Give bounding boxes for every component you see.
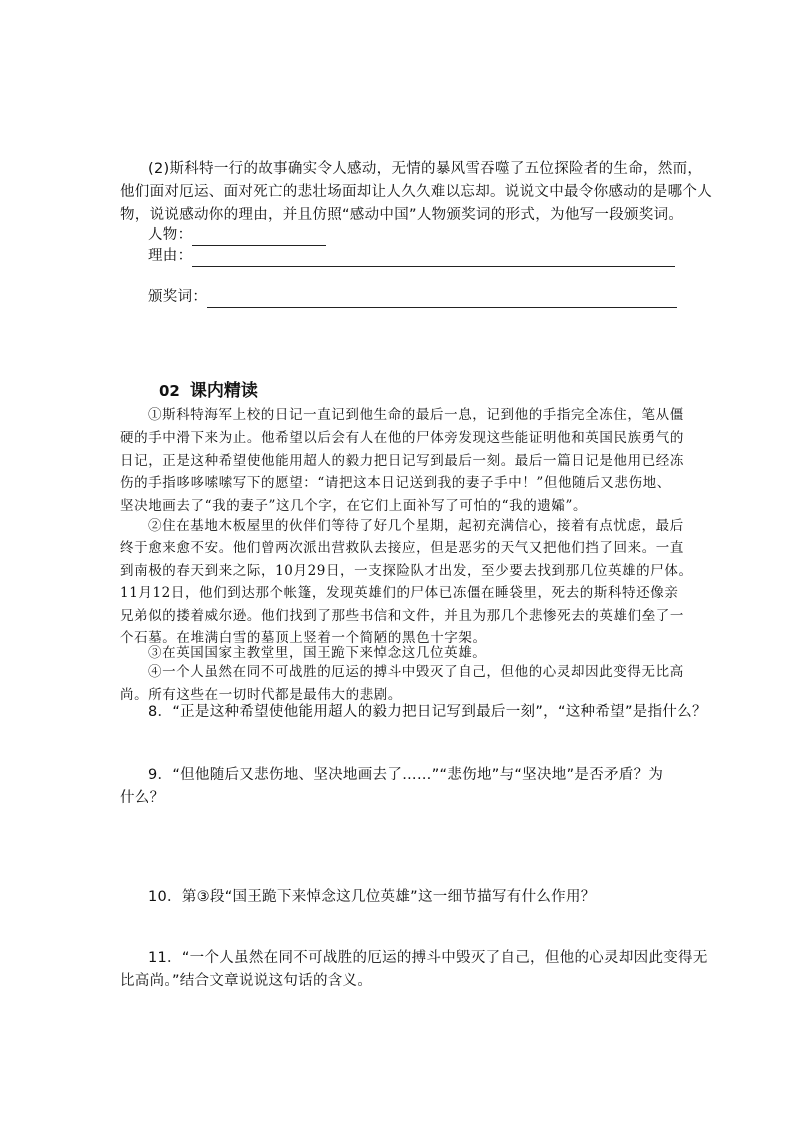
person-label: 人物： [148,227,193,243]
question-2-line-2: 他们面对厄运、面对死亡的悲壮场面却让人久久难以忘却。说说文中最令你感动的是哪个人 [120,184,712,200]
passage-line: 兄弟似的搂着威尔逊。他们找到了那些书信和文件，并且为那几个悲惨死去的英雄们垒了一 [120,607,684,624]
section-heading [159,376,258,401]
passage-line: 伤的手指哆哆嗦嗦写下的愿望：“请把这本日记送到我的妻子手中！”但他随后又悲伤地、 [120,475,671,491]
passage-line: ①斯科特海军上校的日记一直记到他生命的最后一息，记到他的手指完全冻住，笔从僵 [148,407,684,423]
question-2-line-3: 物，说说感动你的理由，并且仿照“感动中国”人物颁奖词的形式，为他写一段颁奖词。 [120,207,684,223]
question-2-line-1: (2)斯科特一行的故事确实令人感动，无情的暴风雪吞噬了五位探险者的生命，然而， [148,161,703,177]
passage-paragraph-4-cont [120,683,402,703]
question-9-line-2: 什么？ [120,790,165,806]
reason-label: 理由： [148,248,193,264]
question-9-line-1: 9．“但他随后又悲伤地、坚决地画去了……”“悲伤地”与“坚决地”是否矛盾？为 [148,767,664,783]
person-answer-row [148,224,326,246]
question-11-line-2: 比高尚。”结合文章说说这句话的含义。 [120,973,373,989]
passage-paragraph-2-cont [120,537,693,650]
award-label: 颁奖词： [148,289,208,305]
section-number: 02 [159,382,180,400]
passage-line: 终于愈来愈不安。他们曾两次派出营救队去接应，但是恶劣的天气又把他们挡了回来。一直 [120,540,684,556]
passage-line: 日记，正是这种希望使他能用超人的毅力把日记写到最后一刻。最后一篇日记是他用已经冻 [120,452,684,469]
award-answer-blank[interactable] [207,291,677,308]
passage-line: ④一个人虽然在同不可战胜的厄运的搏斗中毁灭了自己，但他的心灵却因此变得无比高 [148,664,684,680]
passage-paragraph-1 [148,404,684,427]
question-10: 10．第③段“国王跪下来悼念这几位英雄”这一细节描写有什么作用？ [148,889,596,905]
passage-paragraph-2 [148,515,684,538]
person-answer-blank[interactable] [192,229,326,246]
section-title: 课内精读 [189,381,258,401]
question-11-line-1: 11．“一个人虽然在同不可战胜的厄运的搏斗中毁灭了自己，但他的心灵却因此变得无 [148,950,708,966]
passage-line: 到南极的春天到来之际，10月29日，一支探险队才出发，至少要去找到那几位英雄的尸体。 [120,562,693,579]
question-8: 8．“正是这种希望使他能用超人的毅力把日记写到最后一刻”，“这种希望”是指什么？ [148,704,707,720]
passage-paragraph-1-cont [120,427,684,517]
passage-line: 个石墓。在堆满白雪的墓顶上竖着一个简陋的黑色十字架。 [120,630,487,646]
passage-line: ②住在基地木板屋里的伙伴们等待了好几个星期，起初充满信心，接着有点忧虑，最后 [148,518,684,534]
reason-answer-blank[interactable] [192,250,675,267]
passage-paragraph-4 [148,661,684,684]
passage-line: 硬的手中滑下来为止。他希望以后会有人在他的尸体旁发现这些能证明他和英国民族勇气的 [120,430,684,446]
passage-line: 坚决地画去了“我的妻子”这几个字，在它们上面补写了可怕的“我的遗孀”。 [120,497,588,514]
reason-answer-row [148,245,675,267]
passage-paragraph-3: ③在英国国家主教堂里，国王跪下来悼念这几位英雄。 [148,645,487,661]
passage-line: 尚。所有这些在一切时代都是最伟大的悲剧。 [120,687,402,703]
award-answer-row [148,286,677,308]
passage-line: 11月12日，他们到达那个帐篷，发现英雄们的尸体已冻僵在睡袋里，死去的斯科特还像亲 [120,585,679,601]
